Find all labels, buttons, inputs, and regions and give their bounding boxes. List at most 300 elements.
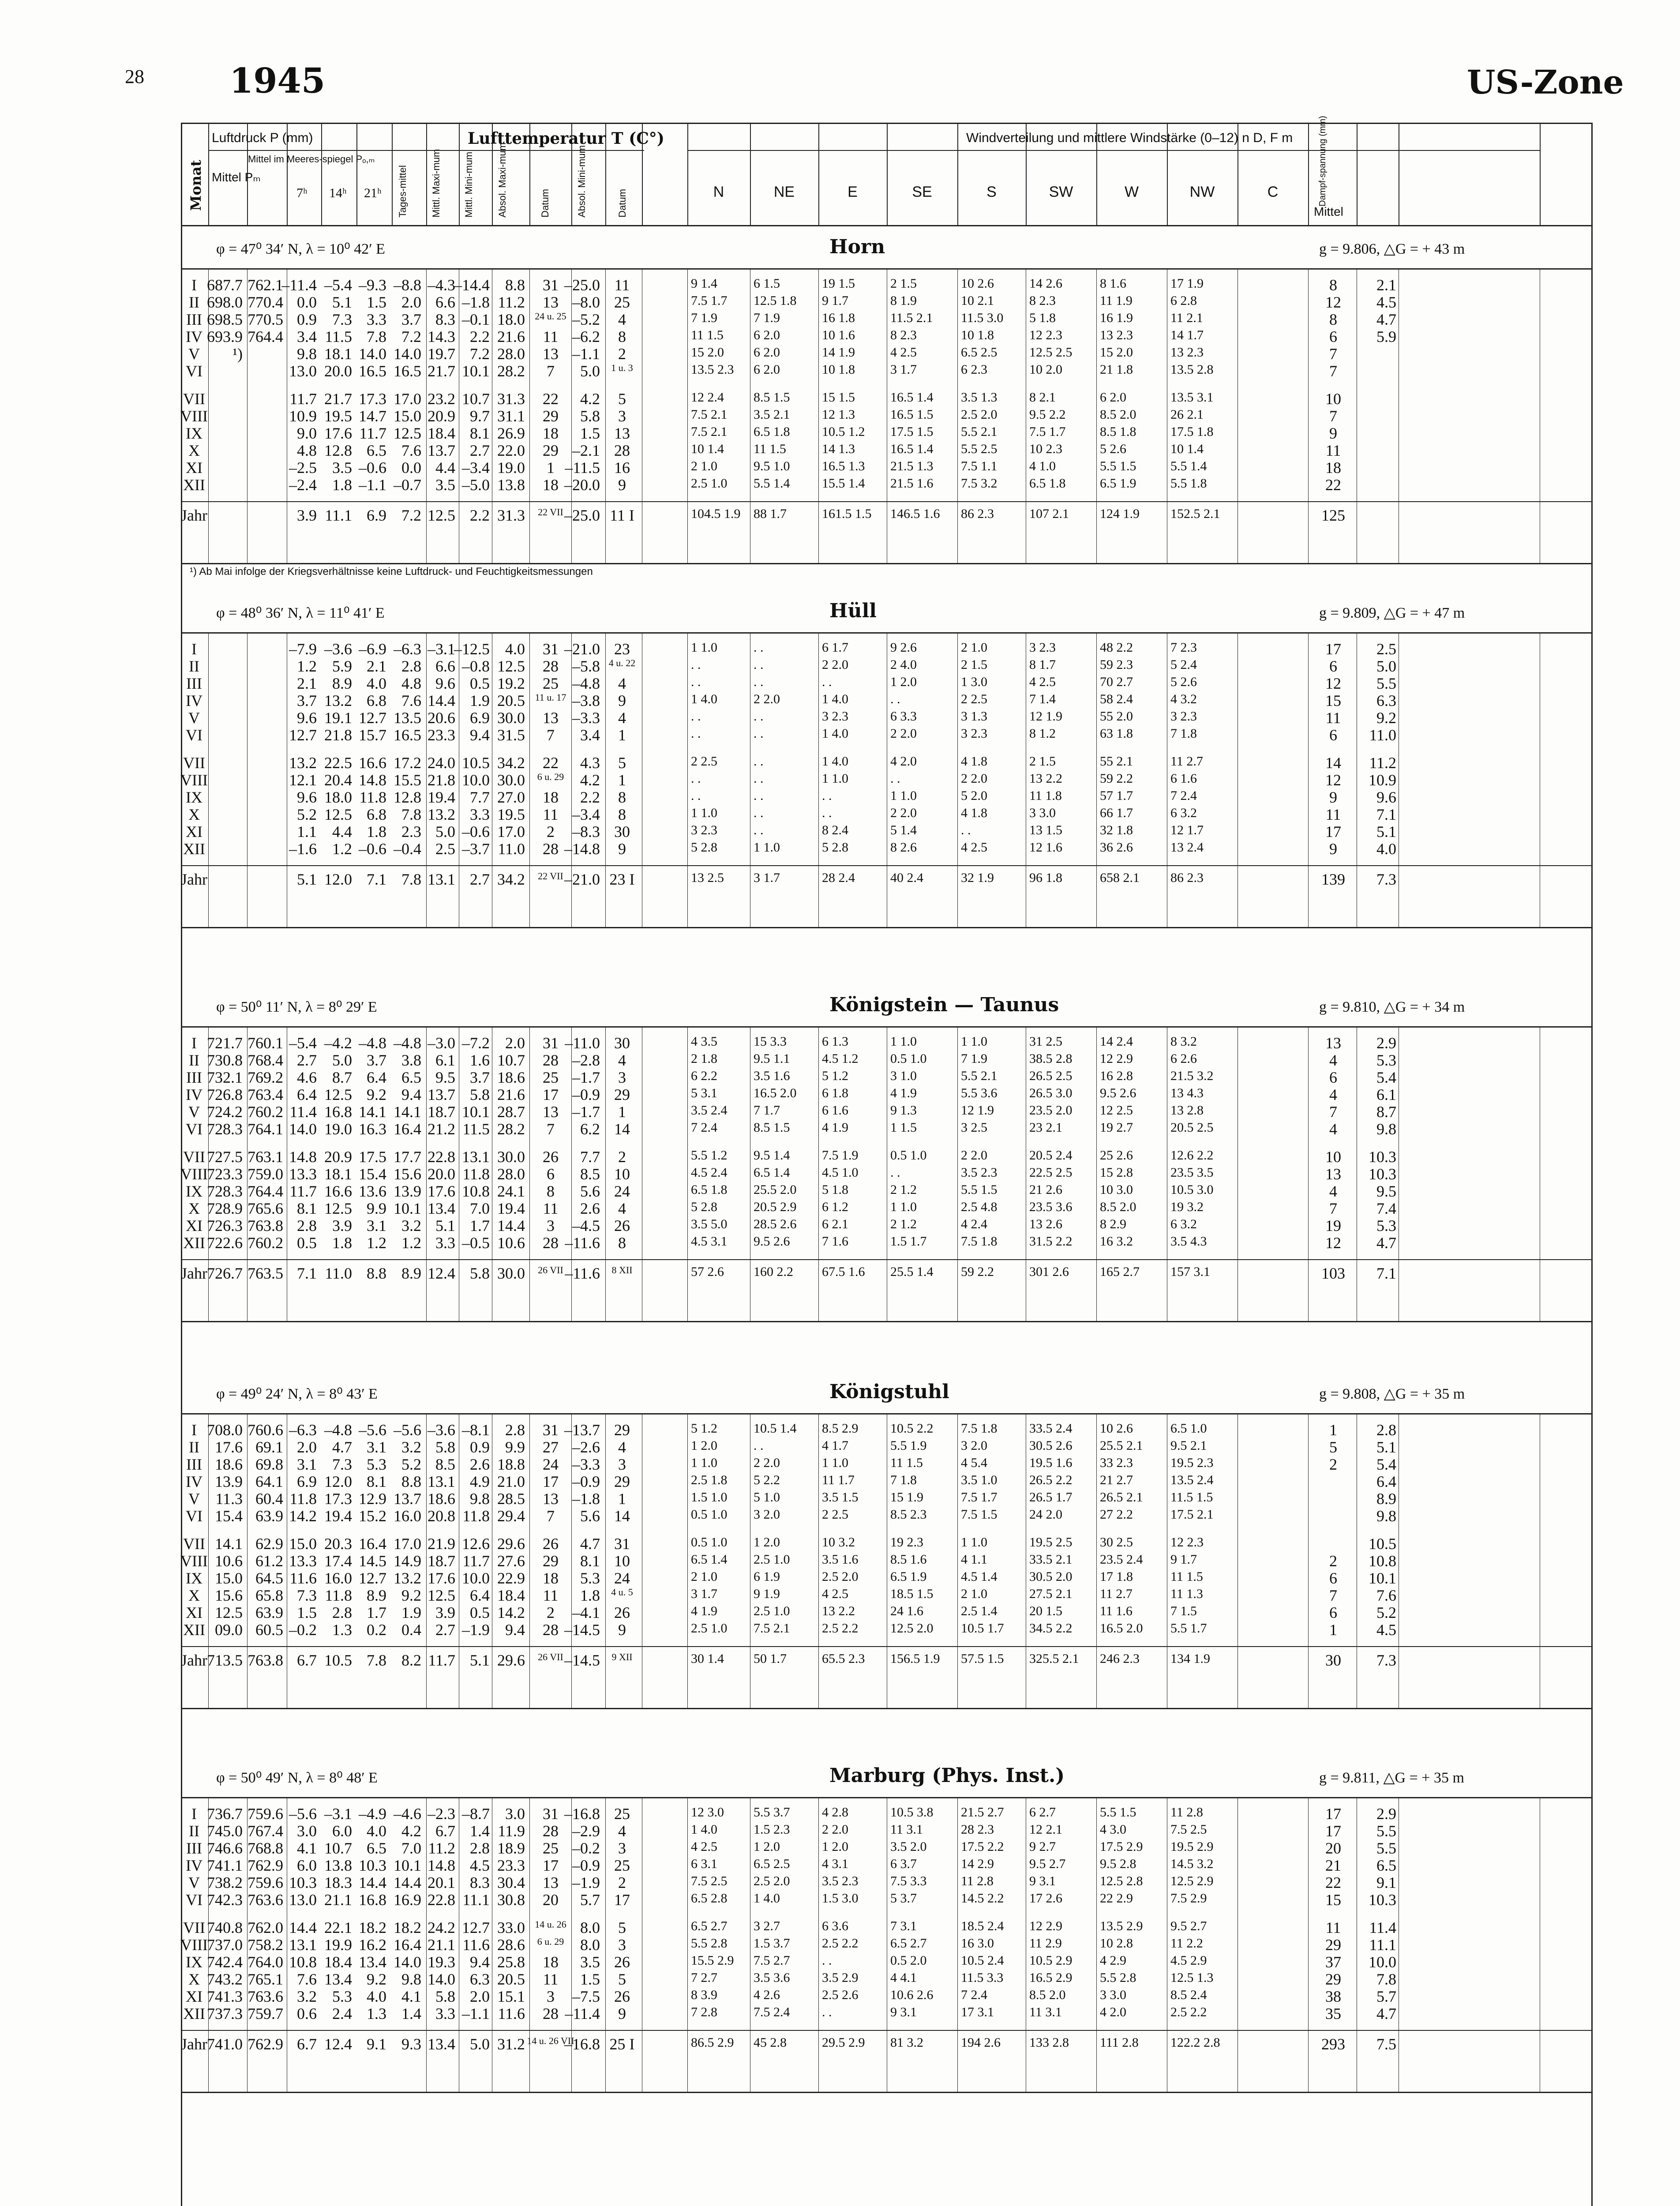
cell-amax: 28.5	[497, 1490, 525, 1508]
cell-mmax: 19.3	[428, 1953, 455, 1971]
cell-wind-SW: 7 1.4	[1029, 692, 1056, 706]
cell-month: V	[188, 1874, 200, 1891]
cell-calm: 29	[1325, 1936, 1341, 1954]
cell-amax: 2.8	[505, 1421, 525, 1439]
cell-mmax: 21.8	[428, 771, 455, 789]
cell-wind-E: . .	[822, 806, 832, 820]
cell-wind-N: 3 2.3	[691, 823, 717, 837]
cell-wind-NE: 1 4.0	[754, 1891, 780, 1906]
cell-tm: 0.0	[401, 459, 421, 476]
cell-wind-NE: 9.5 1.1	[754, 1051, 790, 1066]
cell-wind-E: 1 4.0	[822, 754, 848, 769]
jahr-rule	[181, 1259, 1593, 1260]
cell-wind-S: 10 1.8	[961, 328, 994, 342]
cell-wind-SE: 2 4.0	[890, 657, 917, 672]
cell-amin: 3.4	[580, 726, 600, 744]
cell-amax: 27.6	[497, 1552, 525, 1570]
cell-wind-S: 4 2.4	[961, 1217, 987, 1231]
cell-t7: –11.4	[281, 276, 317, 294]
cell-p0: 64.5	[255, 1569, 283, 1587]
cell-t7: 10.3	[289, 1874, 317, 1891]
cell-d1: 31	[543, 276, 559, 294]
cell-pm: 737.0	[207, 1936, 243, 1954]
cell-mmax: 6.7	[435, 1822, 455, 1840]
cell-wind-SE: 5.5 1.9	[890, 1438, 927, 1453]
data-col-rule	[208, 632, 209, 927]
cell-wind-N: 6.5 2.7	[691, 1919, 728, 1933]
cell-wind-NW: 2.5 2.2	[1170, 2005, 1207, 2019]
cell-wind-NE: 2 2.0	[754, 692, 780, 706]
header-col-rule	[1540, 123, 1541, 225]
cell-dampf: 4.7	[1376, 311, 1396, 328]
cell-wind-N: 2 1.0	[691, 1569, 717, 1584]
cell-amin: 5.7	[580, 1891, 600, 1909]
data-col-rule	[426, 1413, 427, 1708]
station-gravity: g = 9.811, △G = + 35 m	[1319, 1770, 1464, 1786]
cell-d1: 31	[543, 1805, 559, 1823]
cell-tm: 13.5	[394, 709, 421, 727]
data-col-rule	[957, 1797, 958, 2092]
year-t21: 8.8	[367, 1264, 386, 1282]
cell-wind-SE: 16.5 1.4	[890, 442, 934, 456]
cell-dampf: 4.7	[1376, 1234, 1396, 1252]
cell-tm: 2.3	[401, 823, 421, 840]
cell-d1: 25	[543, 1069, 559, 1086]
cell-mmin: 11.8	[462, 1165, 490, 1183]
cell-wind-S: 7.5 1.8	[961, 1421, 998, 1436]
cell-wind-N: 4.5 2.4	[691, 1165, 728, 1180]
cell-t7: 6.0	[297, 1857, 317, 1874]
cell-d2: 5	[618, 1970, 626, 1988]
cell-mmin: –8.7	[462, 1805, 490, 1823]
footnote: ¹) Ab Mai infolge der Kriegsverhältnisse keine Luftdruck- und Feuchtigkeitsmessungen	[190, 566, 593, 578]
cell-mmax: 22.8	[428, 1148, 455, 1166]
station-name: Hüll	[829, 600, 877, 622]
cell-month: I	[191, 640, 197, 658]
cell-wind-N: 6.5 1.4	[691, 1552, 728, 1567]
cell-t21: 9.9	[367, 1200, 386, 1217]
cell-wind-NE: 2.5 1.0	[754, 1604, 790, 1618]
cell-amin: 1.8	[580, 1587, 600, 1604]
data-col-rule	[687, 1797, 688, 2092]
cell-wind-E: 3.5 1.5	[822, 1490, 859, 1504]
cell-d2: 29	[614, 1421, 630, 1439]
year-wind-W: 124 1.9	[1100, 506, 1140, 521]
cell-t7: 12.7	[289, 726, 317, 744]
cell-t14: 17.4	[324, 1552, 352, 1570]
cell-month: VIII	[180, 1552, 208, 1570]
cell-pm: 17.6	[215, 1438, 243, 1456]
cell-wind-S: 2.5 1.4	[961, 1604, 998, 1618]
cell-pm: 741.3	[207, 1988, 243, 2005]
cell-tm: 7.6	[401, 442, 421, 459]
year-wind-NE: 160 2.2	[754, 1264, 793, 1279]
cell-mmin: –0.1	[462, 311, 490, 328]
cell-wind-SW: 14 2.6	[1029, 276, 1062, 291]
cell-t14: 19.4	[324, 1507, 352, 1525]
cell-calm: 6	[1329, 1604, 1337, 1621]
cell-pm: 708.0	[207, 1421, 243, 1439]
cell-t14: 2.8	[332, 1604, 352, 1621]
cell-d2: 8	[618, 1234, 626, 1252]
cell-wind-E: 4 1.9	[822, 1120, 848, 1135]
cell-wind-NE: 1.5 2.3	[754, 1822, 790, 1837]
cell-wind-SE: 6.5 2.7	[890, 1936, 927, 1951]
cell-mmin: 3.3	[470, 806, 490, 823]
cell-wind-SW: 23 2.1	[1029, 1120, 1062, 1135]
cell-d1: 11	[543, 1587, 559, 1604]
cell-mmax: 6.6	[435, 293, 455, 311]
cell-amin: –0.9	[572, 1857, 600, 1874]
cell-wind-NW: 6 3.2	[1170, 806, 1197, 820]
cell-d1: 22	[543, 754, 559, 772]
tagesmittel-header: Tages-mittel	[397, 165, 408, 218]
cell-t7: –7.9	[289, 640, 317, 658]
cell-month: III	[186, 1456, 202, 1473]
cell-t21: 9.2	[367, 1970, 386, 1988]
cell-pm: 732.1	[207, 1069, 243, 1086]
cell-amax: 30.8	[497, 1891, 525, 1909]
cell-wind-NE: 7.5 2.7	[754, 1953, 790, 1968]
cell-wind-S: 7.5 1.7	[961, 1490, 998, 1504]
cell-p0: 768.8	[248, 1839, 283, 1857]
cell-wind-SW: 11 2.9	[1029, 1936, 1062, 1951]
year-wind-N: 57 2.6	[691, 1264, 724, 1279]
cell-wind-SE: 2 1.5	[890, 276, 917, 291]
cell-wind-SE: 4 1.9	[890, 1086, 917, 1100]
cell-amax: 17.0	[497, 823, 525, 840]
cell-wind-SE: 4 2.5	[890, 345, 917, 360]
cell-d1: 7	[547, 1120, 555, 1138]
data-col-rule	[1308, 1026, 1309, 1321]
cell-wind-NW: 12 2.3	[1170, 1535, 1204, 1549]
cell-d1: 3	[547, 1217, 555, 1234]
cell-t7: –0.2	[289, 1621, 317, 1639]
cell-wind-N: 2.5 1.0	[691, 1621, 728, 1636]
cell-d2: 4	[618, 709, 626, 727]
data-col-rule	[1308, 1413, 1309, 1708]
cell-wind-NW: 21.5 3.2	[1170, 1069, 1214, 1083]
cell-p0: 763.4	[248, 1086, 283, 1103]
cell-calm: 6	[1329, 328, 1337, 345]
station-coords: φ = 47⁰ 34′ N, λ = 10⁰ 42′ E	[216, 241, 385, 257]
cell-wind-N: 5 3.1	[691, 1086, 717, 1100]
cell-t21: 14.8	[359, 771, 386, 789]
cell-tm: 14.4	[394, 1874, 421, 1891]
cell-d1: 13	[543, 345, 559, 363]
cell-wind-SE: 11 1.5	[890, 1456, 923, 1470]
cell-pm: 10.6	[215, 1552, 243, 1570]
cell-calm: 2	[1329, 1456, 1337, 1473]
data-col-rule	[605, 1026, 606, 1321]
year-d2: 8 XII	[611, 1264, 633, 1276]
cell-calm: 35	[1325, 2005, 1341, 2022]
cell-mmin: –3.7	[462, 840, 490, 858]
header-col-rule	[687, 123, 688, 225]
station-name: Marburg (Phys. Inst.)	[829, 1764, 1065, 1787]
cell-wind-SE: 2 2.0	[890, 806, 917, 820]
cell-wind-NE: 7 1.7	[754, 1103, 780, 1118]
cell-wind-SE: 8.5 2.3	[890, 1507, 927, 1522]
cell-wind-N: 2.5 1.8	[691, 1473, 728, 1487]
cell-month: VI	[186, 726, 202, 744]
cell-mmin: –1.9	[462, 1621, 490, 1639]
cell-wind-S: 3.5 1.3	[961, 390, 998, 405]
cell-t14: 16.8	[324, 1103, 352, 1121]
cell-d1: 29	[543, 1552, 559, 1570]
cell-amax: 20.5	[497, 1970, 525, 1988]
cell-wind-NE: 9.5 1.4	[754, 1148, 790, 1163]
cell-amin: –2.8	[572, 1051, 600, 1069]
cell-pm: 745.0	[207, 1822, 243, 1840]
cell-wind-N: 8 3.9	[691, 1988, 717, 2002]
cell-wind-SW: 23.5 2.0	[1029, 1103, 1072, 1118]
header-col-rule	[818, 123, 819, 225]
cell-amax: 19.2	[497, 675, 525, 692]
cell-d2: 30	[614, 823, 630, 840]
cell-calm: 7	[1329, 362, 1337, 380]
cell-wind-NW: 19.5 2.3	[1170, 1456, 1214, 1470]
cell-tm: 15.5	[394, 771, 421, 789]
mittl-max-header: Mittl. Maxi-mum	[431, 149, 442, 218]
cell-wind-NW: 6 3.2	[1170, 1217, 1197, 1231]
year-wind-SE: 156.5 1.9	[890, 1651, 940, 1666]
cell-wind-SE: 1.5 1.7	[890, 1234, 927, 1249]
cell-mmax: 18.7	[428, 1552, 455, 1570]
cell-wind-W: 6.5 1.9	[1100, 476, 1136, 491]
cell-month: V	[188, 1103, 200, 1121]
cell-wind-SE: 0.5 1.0	[890, 1051, 927, 1066]
cell-wind-SE: 11.5 2.1	[890, 311, 933, 325]
cell-t14: 18.1	[324, 1165, 352, 1183]
cell-wind-SW: 9 2.7	[1029, 1839, 1056, 1854]
cell-wind-N: 6 2.2	[691, 1069, 717, 1083]
cell-calm: 7	[1329, 1587, 1337, 1604]
cell-wind-SE: 1 1.0	[890, 788, 917, 803]
cell-t7: 3.0	[297, 1822, 317, 1840]
cell-wind-S: 6 2.3	[961, 362, 987, 377]
cell-calm: 17	[1325, 1805, 1341, 1823]
cell-tm: –6.3	[394, 640, 421, 658]
cell-wind-SE: 11 3.1	[890, 1822, 923, 1837]
cell-mmax: –3.6	[428, 1421, 455, 1439]
cell-p0: 759.0	[248, 1165, 283, 1183]
cell-wind-E: 14 1.3	[822, 442, 855, 456]
cell-d1: 13	[543, 1874, 559, 1891]
cell-wind-SW: 30.5 2.0	[1029, 1569, 1072, 1584]
cell-t14: 16.6	[324, 1182, 352, 1200]
cell-wind-NE: . .	[754, 657, 764, 672]
cell-wind-N: 5 2.8	[691, 1200, 717, 1214]
cell-wind-SW: 11 3.1	[1029, 2005, 1062, 2019]
cell-t21: 17.3	[359, 390, 386, 408]
year-dampf: 7.5	[1376, 2035, 1396, 2053]
wind-dir-C: C	[1267, 184, 1279, 200]
cell-wind-SE: 16.5 1.5	[890, 407, 934, 422]
cell-mmax: 18.6	[428, 1490, 455, 1508]
wind-dir-SW: SW	[1049, 184, 1073, 200]
cell-wind-N: . .	[691, 709, 701, 724]
cell-t7: 10.9	[289, 407, 317, 425]
cell-wind-W: 8.5 2.0	[1100, 1200, 1136, 1214]
cell-mmax: 20.9	[428, 407, 455, 425]
cell-t21: 3.3	[367, 311, 386, 328]
cell-amax: 14.4	[497, 1217, 525, 1234]
cell-t21: 16.8	[359, 1891, 386, 1909]
cell-amin: 7.7	[580, 1148, 600, 1166]
jahr-rule	[181, 2030, 1593, 2031]
cell-wind-NE: . .	[754, 726, 764, 741]
cell-t14: 7.3	[332, 311, 352, 328]
cell-wind-E: 5 1.2	[822, 1069, 848, 1083]
data-col-rule	[605, 268, 606, 563]
year-month: Jahr	[181, 2035, 207, 2053]
cell-amin: –5.2	[572, 311, 600, 328]
cell-mmax: 18.7	[428, 1103, 455, 1121]
cell-amin: 8.0	[580, 1936, 600, 1954]
cell-wind-NE: 5 1.0	[754, 1490, 780, 1504]
cell-pm: 18.6	[215, 1456, 243, 1473]
data-col-rule	[529, 1413, 530, 1708]
cell-dampf: 10.8	[1369, 1552, 1396, 1570]
cell-t7: –1.6	[289, 840, 317, 858]
wind-dir-S: S	[986, 184, 997, 200]
cell-wind-S: 10.5 1.7	[961, 1621, 1004, 1636]
cell-wind-SW: 16.5 2.9	[1029, 1970, 1072, 1985]
cell-wind-NW: 12.5 1.3	[1170, 1970, 1214, 1985]
cell-dampf: 5.7	[1376, 1988, 1396, 2005]
cell-calm: 4	[1329, 1182, 1337, 1200]
cell-wind-N: 7.5 2.5	[691, 1874, 728, 1888]
cell-mmin: –14.4	[454, 276, 490, 294]
cell-d1: 28	[543, 657, 559, 675]
cell-t21: 4.0	[367, 1822, 386, 1840]
cell-t14: 13.2	[324, 692, 352, 709]
cell-wind-W: 55 2.0	[1100, 709, 1133, 724]
cell-tm: 9.4	[401, 1086, 421, 1103]
cell-wind-SE: 5 3.7	[890, 1891, 917, 1906]
cell-wind-SW: 26.5 2.5	[1029, 1069, 1072, 1083]
cell-month: X	[188, 1970, 200, 1988]
cell-wind-N: 6.5 2.8	[691, 1891, 728, 1906]
cell-wind-W: 32 1.8	[1100, 823, 1133, 837]
cell-mmax: 17.6	[428, 1569, 455, 1587]
cell-amin: –0.9	[572, 1086, 600, 1103]
cell-mmax: 20.1	[428, 1874, 455, 1891]
cell-t21: –4.8	[359, 1034, 386, 1052]
year-tm: 9.3	[401, 2035, 421, 2053]
cell-wind-E: 14 1.9	[822, 345, 855, 360]
cell-t21: –9.3	[359, 276, 386, 294]
cell-calm: 29	[1325, 1970, 1341, 1988]
cell-t7: 3.4	[297, 328, 317, 345]
cell-amin: –3.4	[572, 806, 600, 823]
cell-amax: 18.0	[497, 311, 525, 328]
cell-pm: 743.2	[207, 1970, 243, 1988]
cell-d2: 3	[618, 1456, 626, 1473]
cell-t14: 17.3	[324, 1490, 352, 1508]
cell-wind-E: 10 1.8	[822, 362, 855, 377]
station-coords: φ = 49⁰ 24′ N, λ = 8⁰ 43′ E	[216, 1386, 378, 1402]
cell-amax: 12.5	[497, 657, 525, 675]
t21-header: 21ʰ	[364, 186, 382, 200]
cell-d1: 13	[543, 709, 559, 727]
cell-wind-W: 5 2.6	[1100, 442, 1126, 456]
cell-wind-SE: 4 4.1	[890, 1970, 917, 1985]
cell-wind-SW: 17 2.6	[1029, 1891, 1062, 1906]
cell-wind-N: 3.5 2.4	[691, 1103, 728, 1118]
cell-amin: –20.0	[564, 476, 600, 494]
cell-tm: –5.6	[394, 1421, 421, 1439]
cell-wind-S: 28 2.3	[961, 1822, 994, 1837]
data-col-rule	[818, 1026, 819, 1321]
cell-mmax: 20.0	[428, 1165, 455, 1183]
cell-wind-SW: 13 1.5	[1029, 823, 1062, 837]
cell-wind-W: 8.5 2.0	[1100, 407, 1136, 422]
cell-wind-NE: 3 2.0	[754, 1507, 780, 1522]
cell-amax: 34.2	[497, 754, 525, 772]
cell-wind-E: 2 2.0	[822, 657, 848, 672]
cell-wind-NW: 10.5 3.0	[1170, 1182, 1214, 1197]
cell-p0: 63.9	[255, 1507, 283, 1525]
cell-amin: –7.5	[572, 1988, 600, 2005]
cell-amax: 28.2	[497, 362, 525, 380]
cell-mmax: 21.9	[428, 1535, 455, 1553]
wind-dir-NE: NE	[773, 184, 795, 200]
cell-wind-S: 1 1.0	[961, 1034, 987, 1049]
cell-pm: ¹)	[232, 345, 243, 363]
cell-d2: 26	[614, 1217, 630, 1234]
cell-amin: 4.2	[580, 390, 600, 408]
cell-t7: 13.3	[289, 1165, 317, 1183]
cell-t21: 16.6	[359, 754, 386, 772]
cell-t21: 6.5	[367, 442, 386, 459]
cell-t7: 11.4	[289, 1103, 317, 1121]
cell-mmin: 6.9	[470, 709, 490, 727]
cell-wind-NE: . .	[754, 675, 764, 689]
station-gravity: g = 9.806, △G = + 43 m	[1319, 241, 1465, 257]
cell-calm: 9	[1329, 424, 1337, 442]
cell-wind-S: 2 2.5	[961, 692, 987, 706]
cell-pm: 742.3	[207, 1891, 243, 1909]
cell-month: XII	[183, 476, 205, 494]
cell-wind-E: 12 1.3	[822, 407, 855, 422]
cell-wind-W: 11 1.6	[1100, 1604, 1132, 1618]
cell-amax: 9.9	[505, 1438, 525, 1456]
cell-wind-S: 7.5 1.5	[961, 1507, 998, 1522]
cell-wind-E: 3.5 2.3	[822, 1874, 859, 1888]
cell-wind-S: 7.5 1.1	[961, 459, 998, 473]
cell-d1: 29	[543, 442, 559, 459]
cell-wind-SW: 13 2.6	[1029, 1217, 1062, 1231]
cell-wind-NW: 7 1.8	[1170, 726, 1197, 741]
cell-wind-W: 11 2.7	[1100, 1587, 1132, 1601]
cell-month: IX	[186, 1953, 202, 1971]
cell-wind-S: 4 1.8	[961, 754, 987, 769]
cell-wind-SW: 30.5 2.6	[1029, 1438, 1072, 1453]
cell-d2: 5	[618, 1919, 626, 1936]
cell-amin: 5.6	[580, 1507, 600, 1525]
cell-mmax: 11.2	[428, 1839, 455, 1857]
cell-wind-W: 16.5 2.0	[1100, 1621, 1143, 1636]
cell-pm: 740.8	[207, 1919, 243, 1936]
cell-d2: 25	[614, 1805, 630, 1823]
cell-wind-N: 1 1.0	[691, 1456, 717, 1470]
year-t21: 7.8	[367, 1651, 386, 1669]
cell-wind-E: 3 2.3	[822, 709, 848, 724]
cell-month: XI	[186, 1217, 202, 1234]
cell-wind-NW: 12.5 2.9	[1170, 1874, 1214, 1888]
